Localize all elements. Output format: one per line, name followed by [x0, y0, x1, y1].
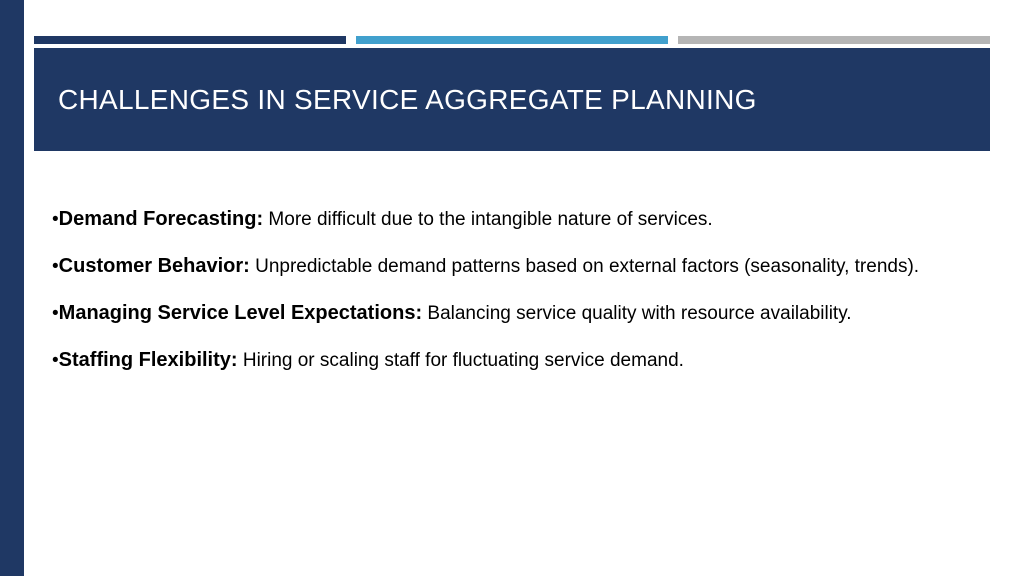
accent-bar-blue — [356, 36, 668, 44]
top-accent-bars — [34, 36, 990, 44]
accent-bar-gray — [678, 36, 990, 44]
bullet-marker: • — [52, 209, 59, 230]
list-item-text: More difficult due to the intangible nature of services. — [263, 209, 713, 230]
accent-bar-navy — [34, 36, 346, 44]
bullet-marker: • — [52, 256, 59, 277]
list-item-heading: Demand Forecasting: — [58, 208, 264, 230]
list-item-text: Hiring or scaling staff for fluctuating service demand. — [237, 350, 684, 371]
list-item-heading: Customer Behavior: — [58, 255, 250, 277]
list-item — [52, 196, 972, 243]
bullet-list — [52, 196, 972, 384]
list-item-text: Unpredictable demand patterns based on external factors (seasonality, trends). — [249, 256, 920, 277]
list-item-heading: Staffing Flexibility: — [58, 349, 238, 371]
slide-title: CHALLENGES IN SERVICE AGGREGATE PLANNING — [58, 84, 757, 115]
bullet-marker: • — [52, 303, 59, 324]
title-banner — [34, 48, 990, 151]
list-item — [52, 290, 972, 337]
list-item — [52, 337, 972, 384]
bullet-marker: • — [52, 350, 59, 371]
left-accent-bar — [0, 0, 24, 576]
list-item-heading: Managing Service Level Expectations: — [58, 302, 423, 324]
list-item — [52, 243, 972, 290]
list-item-text: Balancing service quality with resource availability. — [422, 303, 852, 324]
